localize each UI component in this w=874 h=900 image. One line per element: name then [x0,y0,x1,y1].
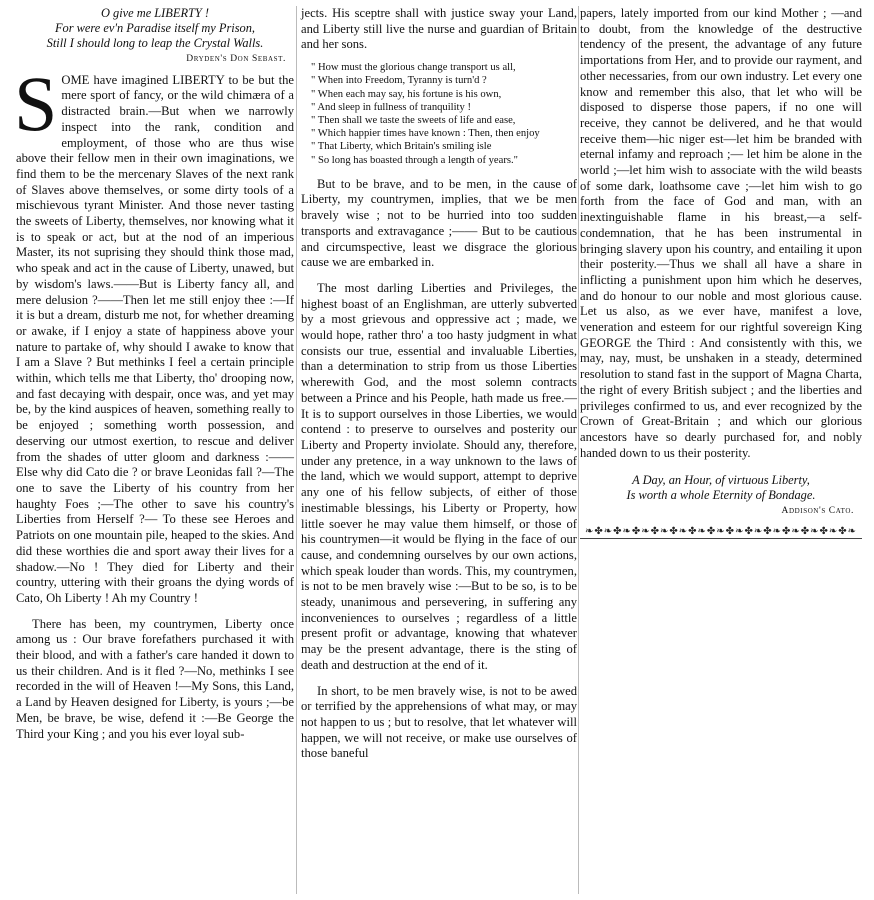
verse-line: " That Liberty, which Britain's smiling isle [311,141,492,153]
essay-paragraph: papers, lately imported from our kind Mother ; —and to doubt, from the knowledge of the destructive tendency of the present, the advantage of any future importations from Her, and to provide our rayment, and other necessaries, from our own industry. Let every one know and remember this also, that let who will be disposed to disperse those papers, if no one will receive, they cannot be delivered, and he that would receive them—hic niger est—let him be branded with eternal infamy and reproach ;— let him be alone in the world ;—let him wish to associate with the wild beasts of some dark, loathsome cave ;—let him wish to go forth from the face of God and man, with an inextinguishable flame in his breast,—a self-condemnation, that he has been instrumental in bringing slavery upon his country, and entailing it upon their posterity.—Thus we shall all have a share in inflicting a punishment upon him which he deserves, and do honour to our noble and most glorious cause. Let us also, as we ever have, manifest a love, veneration and esteem for our rightful sovereign King GEORGE the Third : And consistently with this, we may, nay, must, be unshaken in a steady, determined resolution to stand fast in the support of Magna Charta, the right of every British subject ; and the liberties and privileges confirmed to us, and ever recognized by the Crown of Great-Britain ; and which our glorious ancestors have so dearly purchased for, and nobly handed down to us their posterity. [580,6,862,460]
column-divider [578,6,579,894]
closing-attribution: Addison's Cato. [781,506,854,517]
essay-paragraph: But to be brave, and to be men, in the cause of Liberty, my countrymen, implies, that we be men bravely wise ; not to be hurried into too sudden transports and extravagance ;—— But to be cautious and circumspective, least we disgrace the glorious cause we are embarked in. [301,176,577,270]
verse-line: " Which happier times have known : Then, then enjoy [311,128,540,140]
closing-verse [580,473,862,503]
column-2 [301,6,577,762]
essay-paragraph: jects. His sceptre shall with justice sway your Land, and Liberty still live the nurse and guardian of Britain and her sons. [301,6,577,52]
paragraph-text: OME have imagined LIBERTY to be but the mere sport of fancy, or the wild chimæra of a distracted brain.—But when we narrowly inspect into the rank, condition and employment, of those who are thus wise above their fellow men in their own imaginations, we find them to be the mercenary Slaves of the next rank of Slaves above themselves, or some dirty tools of a mischievous tyrant Minister. And those never tasting the sweets of Liberty, themselves, nor knowing what it is to speak or act, but at the nod of an imperious Master, its not suprising they should think those mad, who speak and act in the cause of Liberty, unawed, but by wisdom's laws.——But is Liberty fancy all, and mere delusion ?——Then let me still enjoy thee :—If it is but a dream, disturb me not, for whether dreaming or awake, if I enjoy a state of happiness above your nature to partake of, why should I awake to know that I am a Slave ? But methinks I feel a certain principle within, which tells me that Liberty, tho' drooping now, and fast decaying with despair, once was, and yet may be, by the kind auspices of heaven, something really to be enjoyed ; something worth possession, and deserving our utmost exertion, to rescue and deliver from the shades of utter gloom and darkness :—— Else why did Cato die ? or brave Leonidas fall ?—The one to save the Liberty of his country from her haughty Foes ;—The other to save his country's Liberties from Herself ?— To these see Heroes and Patriots on one mountain pile, heaped to the skies. And did these worthies die and sport away their lives for a shadow.—No ! They died for Liberty and their country, uttering with their groans the dying words of Cato, Oh Liberty ! Ah my Country ! [16,72,294,605]
verse-line: " Then shall we taste the sweets of life and ease, [311,114,516,126]
closing-line: Is worth a whole Eternity of Bondage. [626,488,816,503]
drop-cap-letter: S [14,59,58,147]
essay-paragraph: There has been, my countrymen, Liberty once among us : Our brave forefathers purchased it with their blood, and with a father's care handed it down to us their children. And is it fled ?—No, methinks I see recorded in the will of Heaven !—My Sons, this Land, a Land by Heaven designed for Liberty, is yours ;—be Men, be brave, be wise, defend it :—Be George the Third your King ; and you his ever loyal sub- [16,616,294,741]
motto-verse [16,6,294,51]
column-divider [296,6,297,894]
motto-line: Still I should long to leap the Crystal Walls. [46,36,264,50]
column-3 [580,6,862,539]
motto-attribution: Dryden's Don Sebast. [186,54,286,64]
motto-line: For were ev'n Paradise itself my Prison, [54,21,256,35]
verse-line: " When each may say, his fortune is his own, [311,88,502,100]
verse-line: " When into Freedom, Tyranny is turn'd ? [311,75,487,87]
verse-line: " How must the glorious change transport us all, [311,62,516,74]
essay-paragraph: The most darling Liberties and Privileges, the highest boast of an Englishman, are utterly subverted by a most grievous and oppressive act ; made, we would hope, rather thro' a too hasty judgment in what consists our true, essential and invaluable Liberties, than a determination to strip from us those Liberties wherewith God, and the most solemn contracts between a Prince and his People, hath made us free.—It is to support ourselves in those Liberties, we would contend : to preserve to ourselves and posterity our Liberty and Property inviolate. Should any, therefore, under any pretence, in a way unknown to the laws of the land, which we would support, attempt to deprive any one of his fellow subjects, of either of those inestimable blessings, his Liberty or Property, how little soever he may value them himself, or those of his countrymen—it would be flying in the face of our cause, and condemning ourselves by our own actions, which speak louder than words. This, my countrymen, is not to be men bravely wise :—But to be so, is to be steady, unanimous and persevering, in suffering any inconveniences to ourselves ; regardless of a little present profit or advantage, knowing that whatever may be the present advantage, there is the sting of death and destruction at the end of it. [301,280,577,672]
verse-line: " And sleep in fullness of tranquility ! [311,101,471,113]
motto-line: O give me LIBERTY ! [100,6,210,20]
essay-paragraph: In short, to be men bravely wise, is not to be awed or terrified by the apprehensions of what may, or may not happen to us ; but to resolve, that let whatever will happen, we will not receive, or make use ourselves of those baneful [301,683,577,761]
closing-line: A Day, an Hour, of virtuous Liberty, [632,473,810,488]
column-1 [16,6,294,742]
verse-line: " So long has boasted through a length of years." [311,154,518,166]
quoted-verse [311,61,577,167]
ornament-rule: ❧✤❧✤❧✤❧✤❧✤❧✤❧✤❧✤❧✤❧✤❧✤❧✤❧✤❧✤❧ [580,526,862,539]
